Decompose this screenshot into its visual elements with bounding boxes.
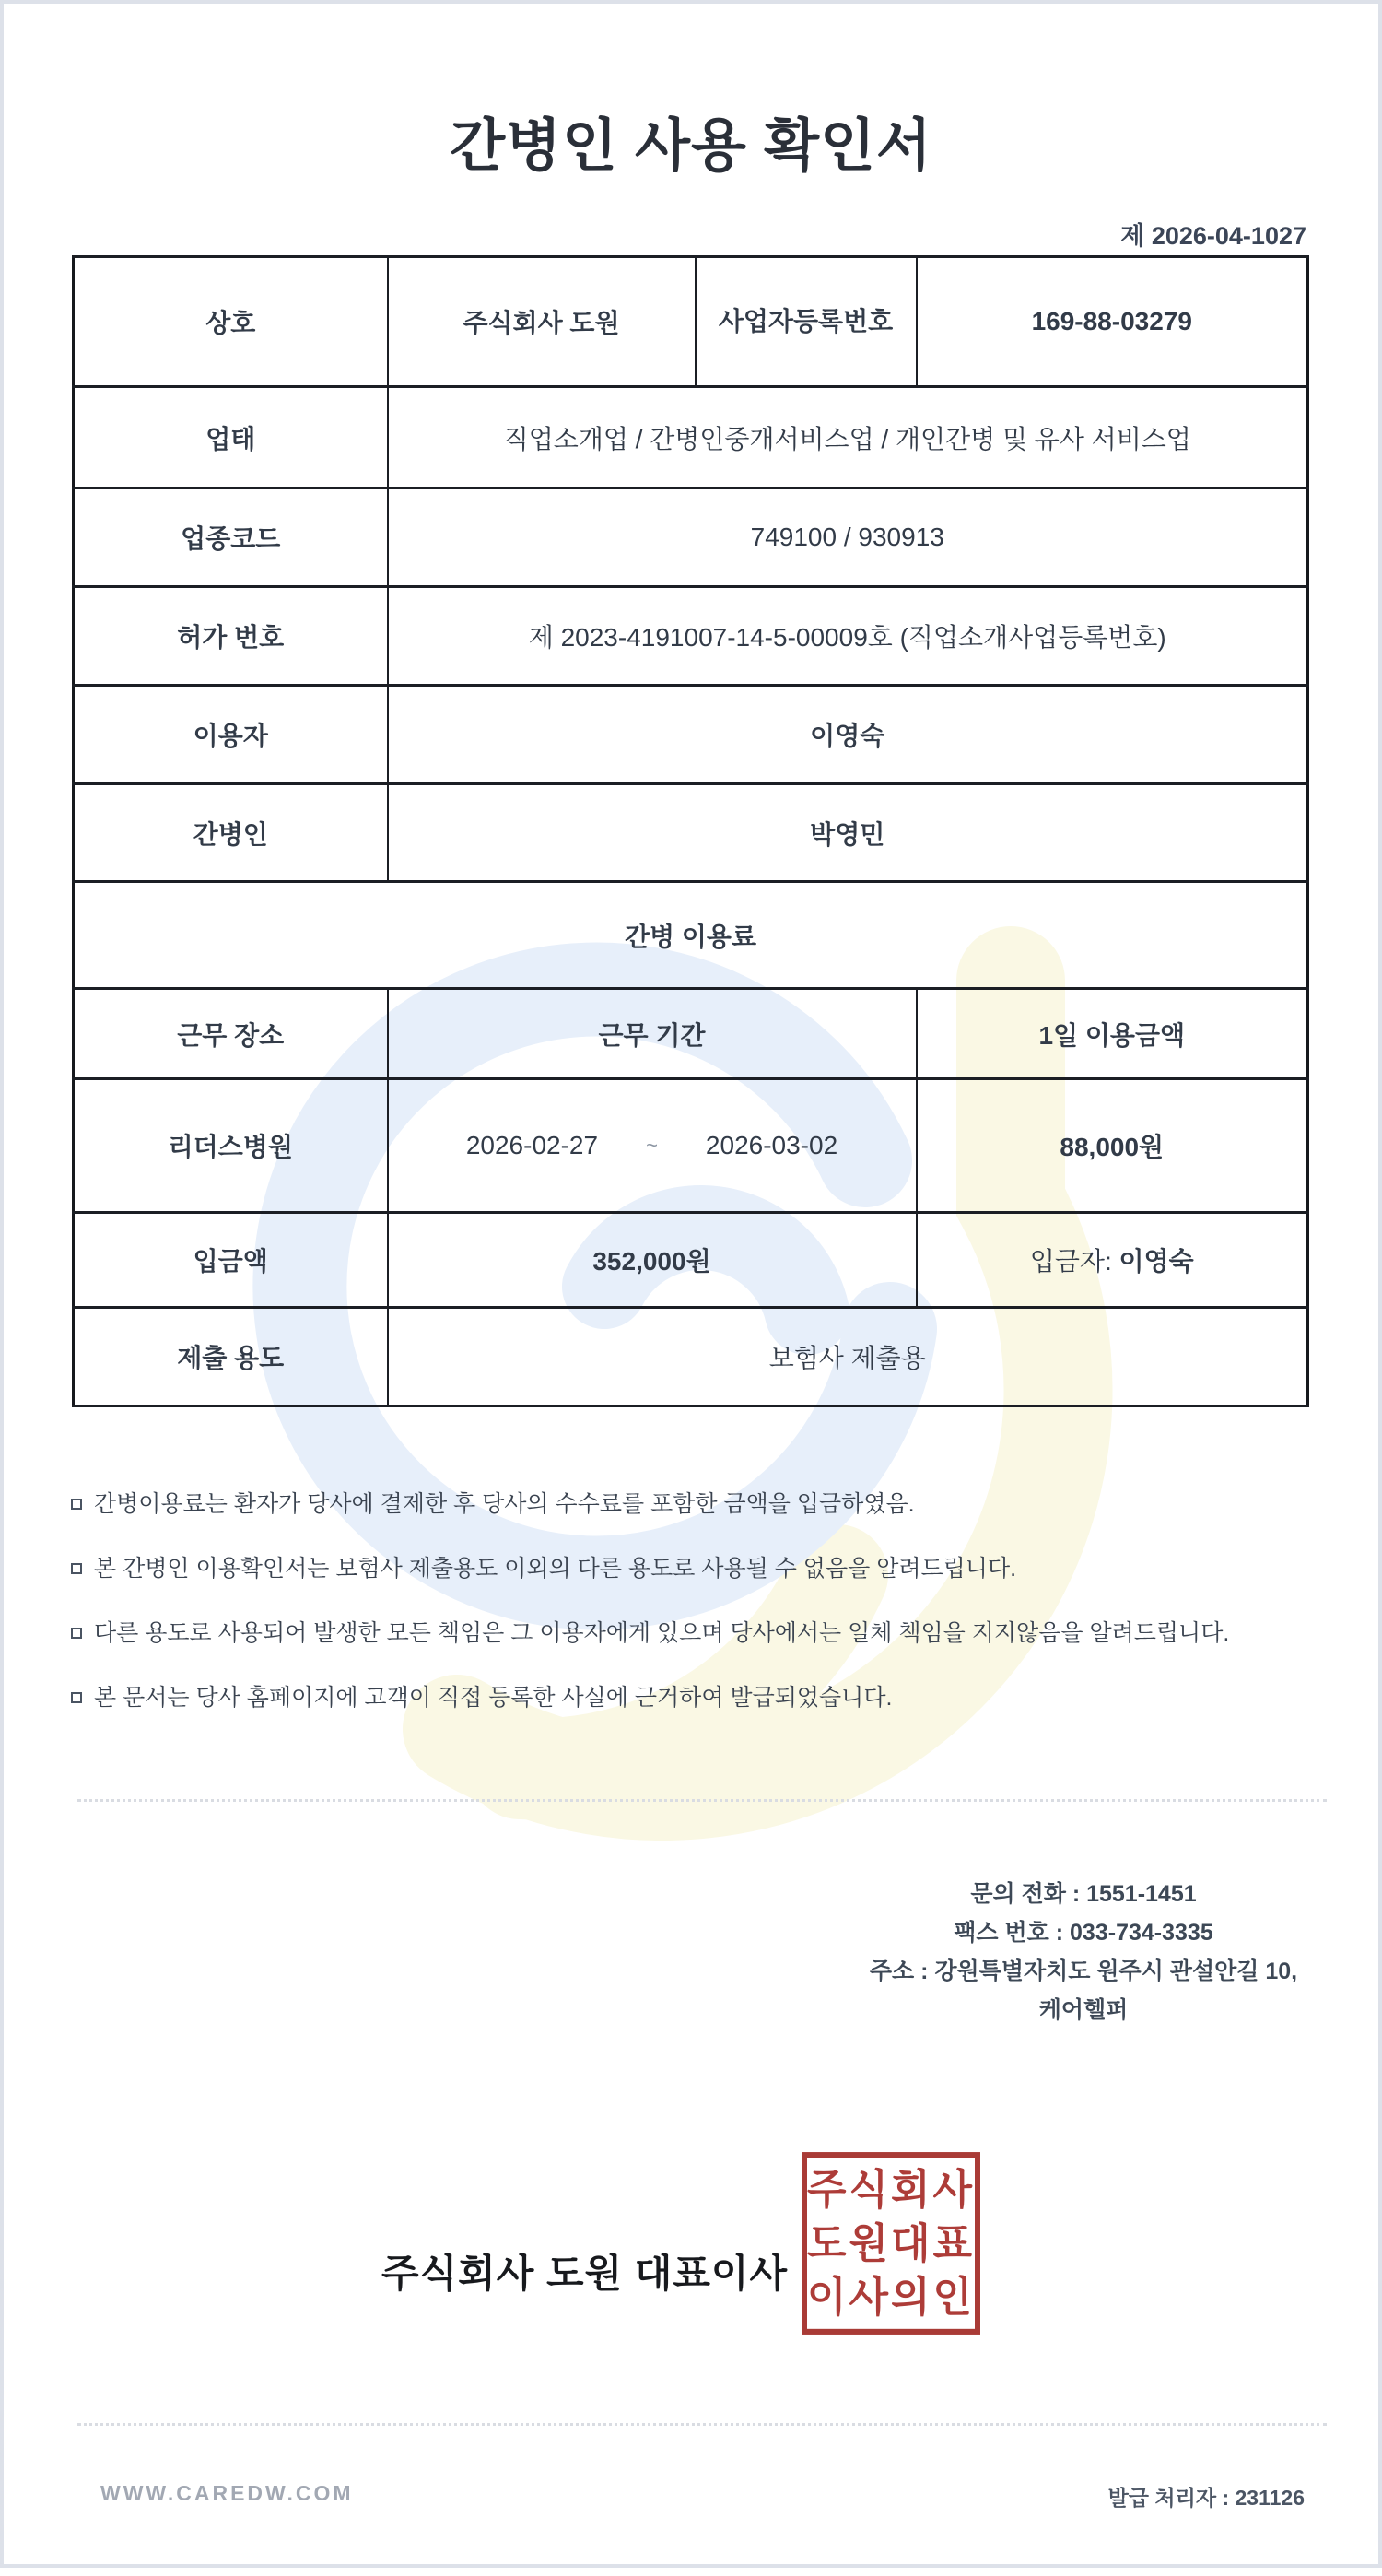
dotted-divider — [77, 1799, 1327, 1802]
square-bullet-icon — [71, 1628, 82, 1639]
dotted-divider — [77, 2423, 1327, 2426]
table-row-purpose — [74, 1308, 1308, 1406]
deposit-amount: 352,000원 — [388, 1213, 917, 1308]
work-place-value: 리더스병원 — [74, 1079, 388, 1213]
work-period-header: 근무 기간 — [388, 989, 917, 1079]
work-period-value — [388, 1079, 917, 1213]
user-label: 이용자 — [74, 686, 388, 784]
contact-fax: 팩스 번호 : 033-734-3335 — [954, 1920, 1213, 1946]
note-text: 본 문서는 당사 홈페이지에 고객이 직접 등록한 사실에 근거하여 발급되었습니다. — [94, 1685, 893, 1711]
note-text: 다른 용도로 사용되어 발생한 모든 책임은 그 이용자에게 있으며 당사에서는 일체 책임을 지지않음을 알려드립니다. — [94, 1620, 1230, 1646]
table-row-fee-headers — [74, 989, 1308, 1079]
page-title: 간병인 사용 확인서 — [450, 114, 932, 178]
table-row-fee-section-title — [74, 882, 1308, 989]
caregiver-label: 간병인 — [74, 784, 388, 882]
company-value: 주식회사 도원 — [388, 257, 696, 387]
period-end-date: 2026-03-02 — [705, 1131, 838, 1159]
table-row-license — [74, 587, 1308, 686]
deposit-label: 입금액 — [74, 1213, 388, 1308]
company-label: 상호 — [74, 257, 388, 387]
document-number: 제 2026-04-1027 — [1120, 222, 1306, 250]
table-row-caregiver — [74, 784, 1308, 882]
footer-issuer: 발급 처리자 : 231126 — [1107, 2486, 1305, 2510]
note-item — [71, 1556, 1324, 1582]
business-type-value: 직업소개업 / 간병인중개서비스업 / 개인간병 및 유사 서비스업 — [388, 387, 1308, 488]
note-text: 간병이용료는 환자가 당사에 결제한 후 당사의 수수료를 포함한 금액을 입금하였음. — [94, 1491, 915, 1517]
note-item — [71, 1620, 1324, 1646]
license-value: 제 2023-4191007-14-5-00009호 (직업소개사업등록번호) — [388, 587, 1308, 686]
confirmation-table — [72, 255, 1309, 1407]
business-type-label: 업태 — [74, 387, 388, 488]
license-label: 허가 번호 — [74, 587, 388, 686]
seal-line: 이사의인 — [807, 2274, 976, 2321]
footer-website: WWW.CAREDW.COM — [100, 2481, 354, 2505]
table-row-business-type — [74, 387, 1308, 488]
business-reg-number-label: 사업자등록번호 — [696, 257, 917, 387]
note-text: 본 간병인 이용확인서는 보험사 제출용도 이외의 다른 용도로 사용될 수 없음을 알려드립니다. — [94, 1556, 1017, 1582]
work-place-header: 근무 장소 — [74, 989, 388, 1079]
payer-name: 이영숙 — [1118, 1247, 1194, 1276]
table-row-industry-code — [74, 488, 1308, 587]
table-row-deposit — [74, 1213, 1308, 1308]
note-item — [71, 1685, 1324, 1711]
period-start-date: 2026-02-27 — [465, 1131, 599, 1159]
tilde-separator: ~ — [646, 1134, 658, 1157]
contact-info — [862, 1875, 1305, 2029]
company-ceo-signature-text: 주식회사 도원 대표이사 — [381, 2252, 789, 2295]
square-bullet-icon — [71, 1563, 82, 1574]
purpose-value: 보험사 제출용 — [388, 1308, 1308, 1406]
corporate-seal-stamp — [802, 2152, 980, 2335]
daily-fee-value: 88,000원 — [917, 1079, 1308, 1213]
table-row-fee-data — [74, 1079, 1308, 1213]
table-row-user — [74, 686, 1308, 784]
caregiver-value: 박영민 — [388, 784, 1308, 882]
industry-code-label: 업종코드 — [74, 488, 388, 587]
contact-address: 주소 : 강원특별자치도 원주시 관설안길 10, 케어헬퍼 — [869, 1958, 1298, 2023]
daily-fee-header: 1일 이용금액 — [917, 989, 1308, 1079]
fee-section-title: 간병 이용료 — [74, 882, 1308, 989]
user-value: 이영숙 — [388, 686, 1308, 784]
industry-code-value: 749100 / 930913 — [388, 488, 1308, 587]
square-bullet-icon — [71, 1499, 82, 1510]
seal-line: 도원대표 — [807, 2220, 976, 2266]
purpose-label: 제출 용도 — [74, 1308, 388, 1406]
note-item — [71, 1491, 1324, 1517]
contact-phone: 문의 전화 : 1551-1451 — [970, 1881, 1197, 1907]
notes-list — [71, 1491, 1324, 1749]
business-reg-number-value: 169-88-03279 — [917, 257, 1308, 387]
payer-label: 입금자: — [1029, 1247, 1112, 1276]
payer-cell — [917, 1213, 1308, 1308]
seal-line: 주식회사 — [807, 2166, 976, 2213]
table-row-company — [74, 257, 1308, 387]
square-bullet-icon — [71, 1692, 82, 1703]
